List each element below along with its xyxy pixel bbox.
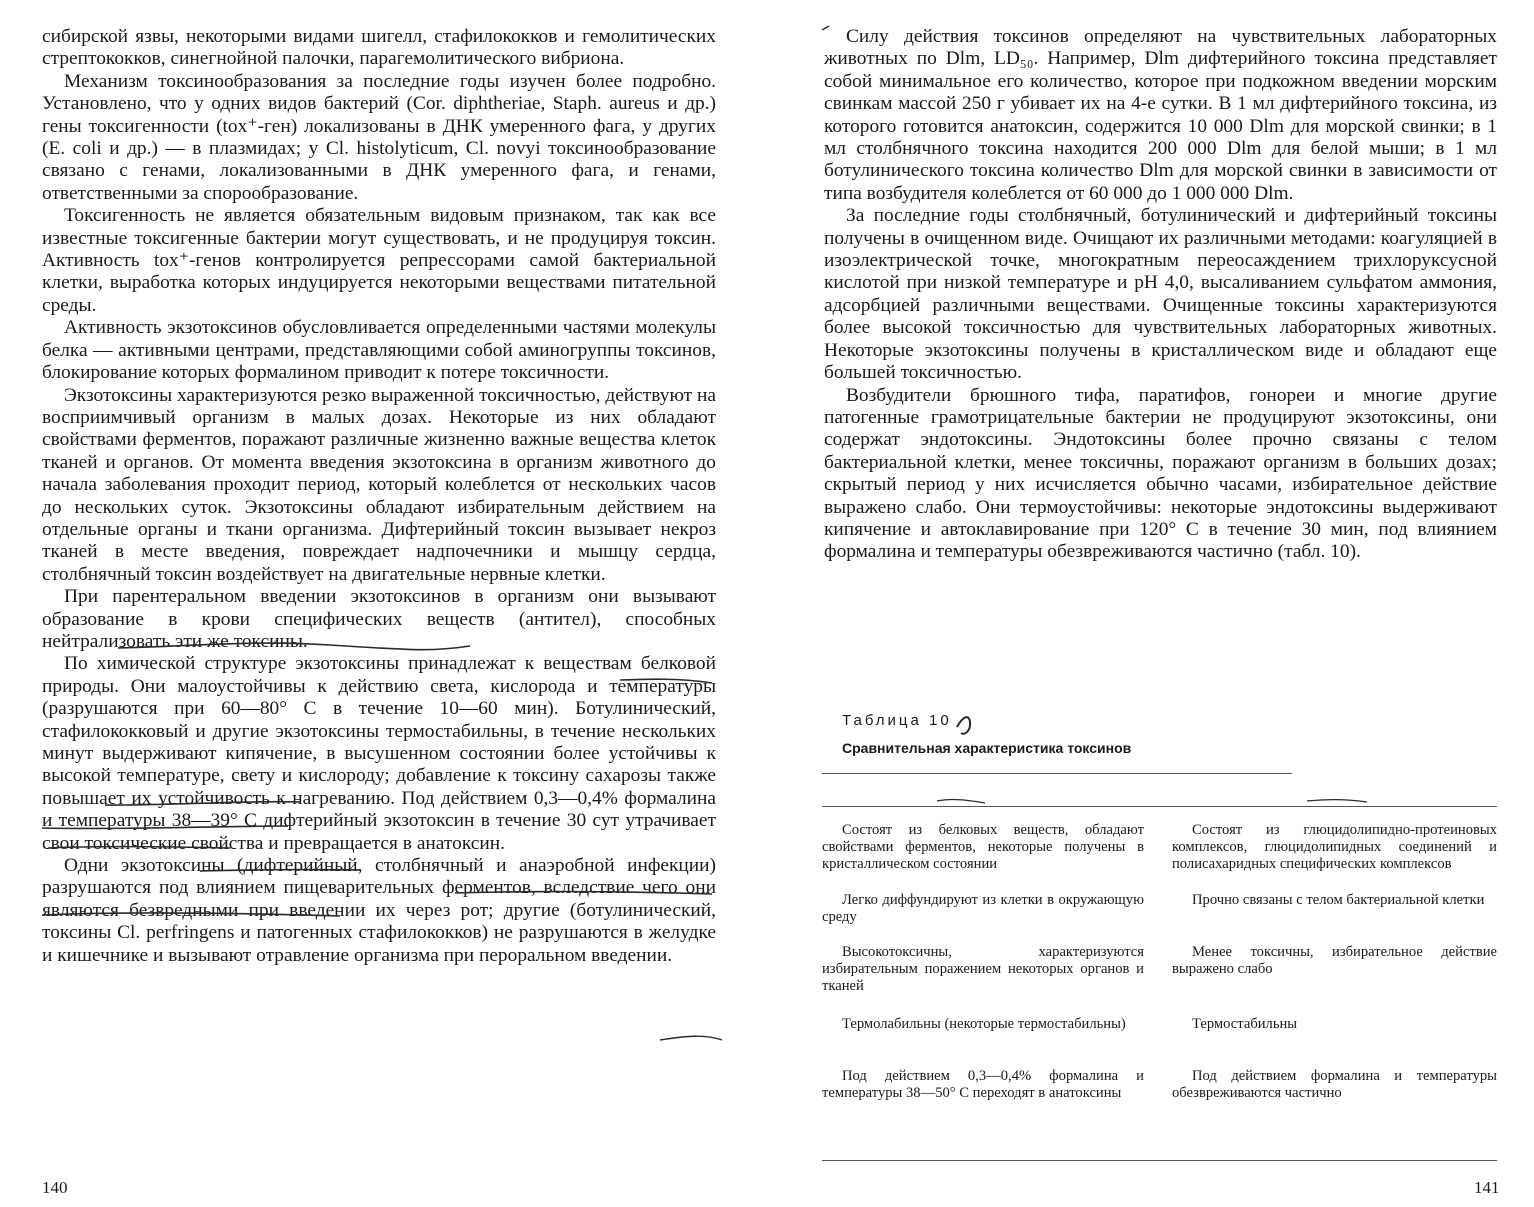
paragraph: Токсигенность не является обязательным видовым признаком, так как все известные токсигенные бактерии могут существовать, и не продуцируя токсин. Активность tox⁺-генов контролируется репрессорами самой бактериальной клетки, выработка которых индуцируется некоторыми веществами питательной среды. <box>42 205 716 316</box>
comparison-table <box>822 822 1497 1124</box>
table-cell-endotoxin: Состоят из глюцидолипидно-протеиновых комплексов, глюцидолипидных соединений и полисахаридных специфических комплексов <box>1172 822 1497 872</box>
table-cell-endotoxin: Термостабильны <box>1192 1016 1298 1032</box>
paragraph: Одни экзотоксины (дифтерийный, столбнячный и анаэробной инфекции) разрушаются под влиянием пищеварительных ферментов, вследствие чего они являются безвредными при введении их через рот; другие (ботулинический, токсины Cl. perfringens и патогенных стафилококков) не разрушаются в желудке и кишечнике и вызывают отравление организма при пероральном введении. <box>42 855 716 966</box>
table-row <box>822 944 1497 1016</box>
paragraph: Механизм токсинообразования за последние годы изучен более подробно. Установлено, что у одних видов бактерий (Cor. diphtheriae, Staph. aureus и др.) гены токсигенности (tox⁺-ген) локализованы в ДНК умеренного фага, у других (E. coli и др.) — в плазмидах; у Cl. histolyticum, Cl. novyi токсинообразование связано с генами, локализованными в ДНК умеренного фага, и генами, ответственными за спорообразование. <box>42 70 716 204</box>
page-number: 140 <box>42 1178 68 1197</box>
paragraph: При парентеральном введении экзотоксинов в организм они вызывают образование в крови специфических веществ (антител), способных нейтрализовать эти же токсины. <box>42 586 716 652</box>
paragraph: Силу действия токсинов определяют на чувствительных лабораторных животных по Dlm, LD₅₀. Например, Dlm дифтерийного токсина представляет собой минимальное его количество, которое при подкожном введении морским свинкам массой 250 г убивает их на 4-е сутки. В 1 мл дифтерийного токсина, из которого готовится анатоксин, содержится 10 000 Dlm для морской свинки; в 1 мл столбнячного токсина находится 200 000 Dlm для белой мыши; в 1 мл ботулинического токсина количество Dlm для морской свинки в зависимости от типа возбудителя колеблется от 60 000 до 1 000 000 Dlm. <box>824 26 1497 204</box>
table-row <box>822 892 1497 944</box>
left-page-text <box>42 26 716 967</box>
paragraph: За последние годы столбнячный, ботулинический и дифтерийный токсины получены в очищенном виде. Очищают их различными методами: коагуляцией в изоэлектрической точке, многократным переосаждением трихлоруксусной кислотой при низкой температуре и pH 4,0, высаливанием сульфатом аммония, адсорбцией различными веществами. Очищенные токсины характеризуются более высокой токсичностью для чувствительных лабораторных животных. Некоторые экзотоксины получены в кристаллическом виде и обладают еще большей токсичностью. <box>824 205 1497 384</box>
table-cell-exotoxin: Под действием 0,3—0,4% формалина и температуры 38—50° C переходят в анатоксины <box>822 1068 1144 1101</box>
paragraph: По химической структуре экзотоксины принадлежат к веществам белковой природы. Они малоустойчивы к действию света, кислорода и температуры (разрушаются при 60—80° C в течение 10—60 мин). Ботулинический, стафилококковый и другие экзотоксины термостабильны, в течение нескольких минут выдерживают кипячение, в высушенном состоянии более устойчивы к высокой температуре, свету и кислороду; добавление к токсину сахарозы также повышает их устойчивость к нагреванию. Под действием 0,3—0,4% формалина и температуры 38—39° C дифтерийный экзотоксин в течение 30 сут утрачивает свои токсические свойства и превращается в анатоксин. <box>42 653 716 854</box>
table-cell-endotoxin: Менее токсичны, избирательное действие выражено слабо <box>1172 944 1497 977</box>
table-cell-exotoxin: Термолабильны (некоторые термостабильны) <box>842 1016 1126 1032</box>
table-caption: Таблица 10 <box>842 712 952 729</box>
paragraph: сибирской язвы, некоторыми видами шигелл, стафилококков и гемолитических стрептококков, синегнойной палочки, парагемолитического вибриона. <box>42 26 716 70</box>
table-row <box>822 1068 1497 1124</box>
right-page <box>767 0 1534 1207</box>
paragraph: Возбудители брюшного тифа, паратифов, гонореи и многие другие патогенные грамотрицательные бактерии не продуцируют экзотоксины, они содержат эндотоксины. Эндотоксины более прочно связаны с телом бактериальной клетки, менее токсичны, поражают организм в больших дозах; скрытый период у них исчисляется обычно часами, избирательное действие выражено слабо. Они термоустойчивы: некоторые эндотоксины выдерживают кипячение и автоклавирование при 120° C в течение 30 мин, под влиянием формалина и температуры обезвреживаются частично (табл. 10). <box>824 384 1497 563</box>
table-row <box>822 822 1497 892</box>
table-cell-exotoxin: Высокотоксичны, характеризуются избирательным поражением некоторых органов и тканей <box>822 944 1144 994</box>
table-rule <box>822 806 1497 807</box>
page-number: 141 <box>1474 1178 1500 1197</box>
paragraph: Экзотоксины характеризуются резко выраженной токсичностью, действуют на восприимчивый организм в малых дозах. Некоторые из них обладают свойствами ферментов, поражают различные жизненно важные вещества клеток тканей и органов. От момента введения экзотоксина в организм животного до начала заболевания проходит период, который колеблется от нескольких часов до нескольких суток. Экзотоксины обладают избирательным действием на отдельные органы и ткани организма. Дифтерийный токсин вызывает некроз тканей в месте введения, повреждает надпочечники и мышцу сердца, столбнячный токсин воздействует на двигательные нервные клетки. <box>42 384 716 585</box>
right-page-text <box>824 26 1497 564</box>
table-rule <box>822 1160 1497 1161</box>
table-cell-endotoxin: Прочно связаны с телом бактериальной клетки <box>1192 892 1485 908</box>
table-row <box>822 1016 1497 1068</box>
table-cell-endotoxin: Под действием формалина и температуры обезвреживаются частично <box>1172 1068 1497 1101</box>
table-cell-exotoxin: Состоят из белковых веществ, обладают свойствами ферментов, некоторые получены в кристаллическом состоянии <box>822 822 1144 872</box>
table-title: Сравнительная характеристика токсинов <box>842 740 1132 756</box>
table-cell-exotoxin: Легко диффундируют из клетки в окружающую среду <box>822 892 1144 925</box>
paragraph: Активность экзотоксинов обусловливается определенными частями молекулы белка — активными центрами, представляющими собой аминогруппы токсинов, блокирование которых формалином приводит к потере токсичности. <box>42 317 716 384</box>
table-rule <box>822 773 1292 774</box>
